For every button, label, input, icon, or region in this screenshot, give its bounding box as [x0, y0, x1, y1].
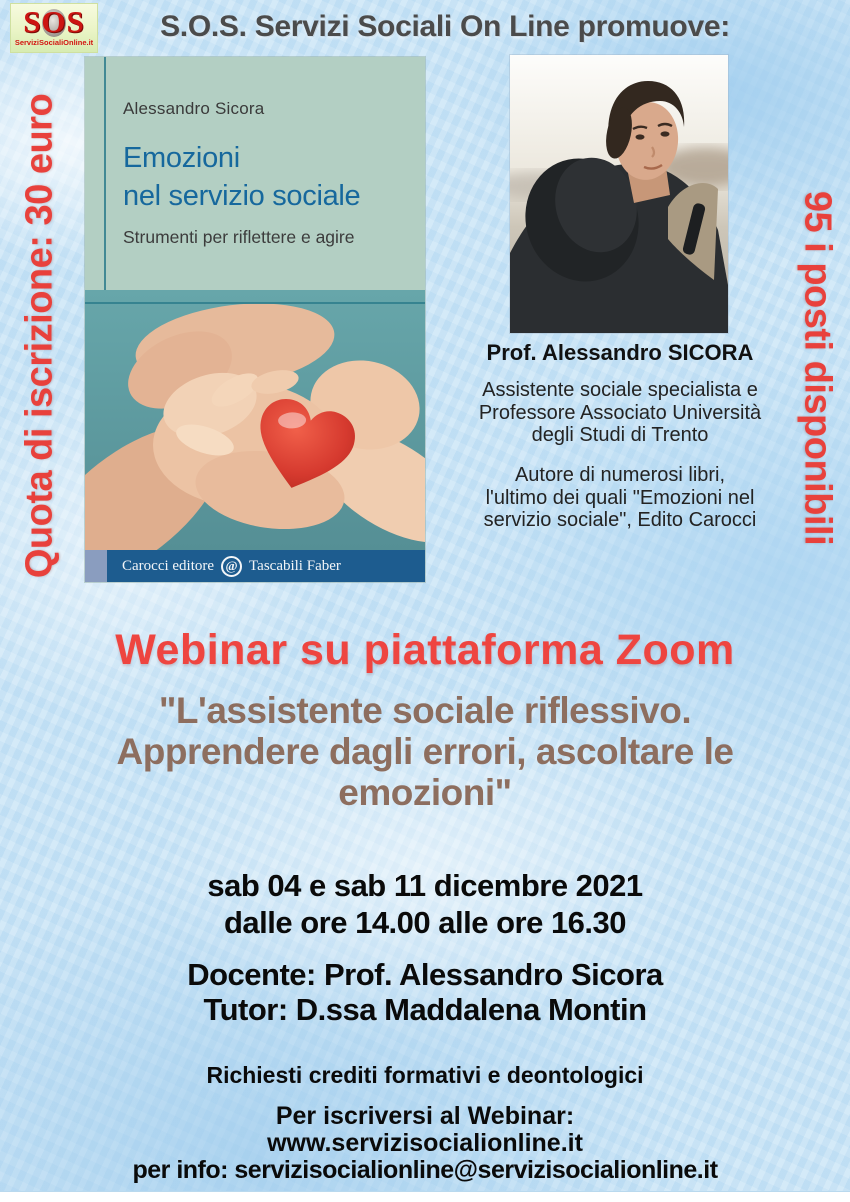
sos-logo-subtext: ServiziSocialiOnline.it — [14, 38, 94, 47]
webinar-hours: dalle ore 14.00 alle ore 16.30 — [223, 905, 627, 940]
book-author: Alessandro Sicora — [123, 99, 265, 118]
speaker-name: Prof. Alessandro SICORA — [486, 340, 754, 365]
webinar-platform-heading: Webinar su piattaforma Zoom — [115, 626, 735, 674]
book-title: Emozioni nel servizio sociale — [123, 142, 361, 212]
signup-label: Per iscriversi al Webinar: — [275, 1102, 575, 1130]
publisher-bar-square — [85, 550, 107, 582]
bottom-margin-strip — [0, 1191, 850, 1202]
info-email: per info: servizisocialionline@servizisocialionline.it — [132, 1156, 718, 1184]
publisher-name: Carocci editore — [122, 557, 215, 574]
at-icon: @ — [221, 556, 242, 577]
webinar-teacher: Docente: Prof. Alessandro Sicora — [187, 957, 663, 992]
publisher-series: Tascabili Faber — [249, 557, 341, 574]
book-cover — [85, 57, 425, 582]
webinar-dates: sab 04 e sab 11 dicembre 2021 — [207, 868, 643, 903]
webinar-tutor: Tutor: D.ssa Maddalena Montin — [203, 992, 647, 1027]
cover-photo-hands — [85, 290, 425, 550]
webinar-title-quote: "L'assistente sociale riflessivo. Apprendere dagli errori, ascoltare le emozioni" — [116, 690, 734, 813]
cover-horizontal-rule — [85, 302, 425, 304]
speaker-bio-books: Autore di numerosi libri, l'ultimo dei quali "Emozioni nel servizio sociale", Edito Carocci — [483, 464, 757, 531]
page-title: S.O.S. Servizi Sociali On Line promuove: — [160, 10, 730, 43]
speaker-photo — [510, 55, 728, 333]
webinar-credits: Richiesti crediti formativi e deontologici — [206, 1062, 644, 1088]
hands-heart-illustration — [85, 290, 425, 550]
sos-logo-text: SOS — [23, 4, 85, 39]
speaker-portrait-illustration — [510, 55, 728, 333]
book-subtitle: Strumenti per riflettere e agire — [123, 227, 355, 247]
website-url: www.servizisocialionline.it — [267, 1129, 583, 1157]
speaker-bio-role: Assistente sociale specialista e Professore Associato Università degli Studi di Trento — [478, 379, 762, 446]
sos-logo — [10, 3, 98, 53]
webinar-flyer: SOS ServiziSocialiOnline.it S.O.S. Servizi Sociali On Line promuove: Quota di iscrizione: 30 euro 95 i posti disponibili Alessandro Sicora Emozioni nel servizio sociale Strumenti per riflettere e agire Carocci editore @ Tascabili Faber Prof. Alessandro SICORA Assistente sociale specialista e Professore Associato Università degli Studi di Trento Autore di numerosi libri, l'ultimo dei quali "Emozioni nel servizio sociale", Edito Carocci Webinar su piattaforma Zoom "L'assistente sociale riflessivo. Apprendere dagli errori, ascoltare le emozioni" sab 04 e sab 11 dicembre 2021 dalle ore 14.00 alle ore 16.30 Docente: Prof. Alessandro Sicora Tutor: D.ssa Maddalena Montin Richiesti crediti formativi e deontologici Per iscriversi al Webinar: www.servizisocialionline.it per info: servizisocialionline@servizisocialionline.it — [0, 0, 850, 1202]
publisher-bar — [85, 550, 425, 582]
